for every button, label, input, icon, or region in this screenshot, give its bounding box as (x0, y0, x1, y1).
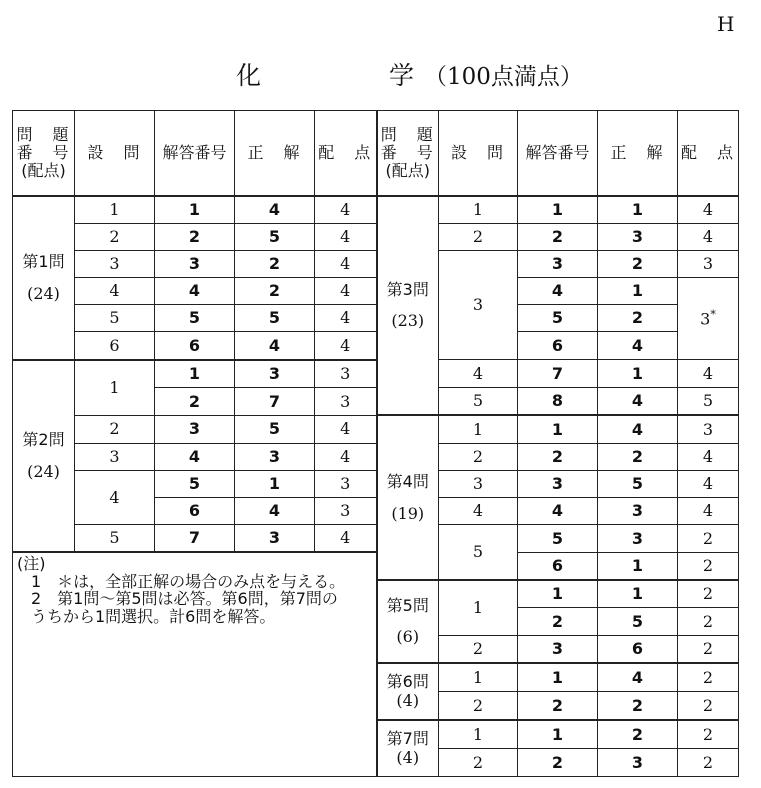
notes-box (13, 552, 377, 776)
question-cell: 1 (75, 196, 155, 224)
answer-no-cell: 1 (518, 663, 598, 692)
question-cell: 4 (439, 497, 518, 524)
points-cell: 4 (315, 524, 377, 552)
question-cell: 2 (439, 443, 518, 470)
question-cell: 1 (439, 415, 518, 443)
group-label-3: 第3問 (23) (377, 196, 439, 416)
question-cell: 2 (75, 415, 155, 443)
correct-answer-cell: 4 (598, 415, 678, 443)
question-cell: 4 (75, 470, 155, 524)
note-line-2: 2 第1問～第5問は必答。第6問，第7問の (31, 589, 338, 609)
notes-heading: (注) (17, 554, 46, 574)
header-answer-no-left: 解答番号 (155, 111, 235, 196)
table-row (13, 443, 739, 470)
correct-answer-cell: 2 (235, 250, 315, 277)
header-question-left: 設 問 (75, 111, 155, 196)
answer-no-cell: 7 (518, 360, 598, 388)
correct-answer-cell: 2 (598, 691, 678, 720)
correct-answer-cell: 1 (598, 278, 678, 305)
question-cell: 3 (75, 250, 155, 277)
answer-no-cell: 6 (518, 552, 598, 580)
points-cell: 4 (315, 196, 377, 224)
points-cell-all-correct: 3* (678, 278, 739, 360)
points-cell: 4 (678, 497, 739, 524)
correct-answer-cell: 2 (235, 278, 315, 305)
answer-no-cell: 8 (518, 387, 598, 415)
question-cell: 1 (439, 720, 518, 749)
correct-answer-cell: 1 (235, 470, 315, 497)
answer-no-cell: 2 (518, 443, 598, 470)
points-cell: 4 (678, 360, 739, 388)
table-row (13, 278, 739, 305)
correct-answer-cell: 3 (235, 443, 315, 470)
answer-no-cell: 3 (518, 250, 598, 277)
correct-answer-cell: 4 (598, 663, 678, 692)
correct-answer-cell: 5 (235, 415, 315, 443)
points-cell: 3 (315, 470, 377, 497)
correct-answer-cell: 4 (235, 497, 315, 524)
correct-answer-cell: 1 (598, 360, 678, 388)
all-correct-mark: * (710, 308, 716, 322)
question-cell: 1 (75, 360, 155, 416)
answer-no-cell: 3 (155, 250, 235, 277)
version-label: H (717, 12, 735, 36)
question-cell: 2 (75, 223, 155, 250)
correct-answer-cell: 3 (598, 497, 678, 524)
correct-answer-cell: 7 (235, 387, 315, 415)
correct-answer-cell: 2 (598, 443, 678, 470)
answer-no-cell: 6 (518, 332, 598, 360)
answer-no-cell: 5 (518, 305, 598, 332)
group-label-2: 第2問 (24) (13, 360, 75, 553)
header-group-left: 問 題 番 号 (配点) (13, 111, 75, 196)
table-row (13, 360, 739, 388)
points-cell: 4 (315, 443, 377, 470)
question-cell: 2 (439, 691, 518, 720)
header-answer-no-right: 解答番号 (518, 111, 598, 196)
answer-no-cell: 2 (518, 691, 598, 720)
question-cell: 2 (439, 635, 518, 663)
note-line-3: うちから1問選択。計6問を解答。 (31, 607, 276, 627)
answer-no-cell: 4 (155, 278, 235, 305)
points-cell: 3 (315, 387, 377, 415)
points-cell: 2 (678, 524, 739, 552)
answer-no-cell: 2 (155, 223, 235, 250)
answer-no-cell: 5 (518, 524, 598, 552)
answer-no-cell: 4 (518, 278, 598, 305)
correct-answer-cell: 3 (598, 223, 678, 250)
question-cell: 3 (439, 470, 518, 497)
correct-answer-cell: 1 (598, 196, 678, 224)
answer-no-cell: 4 (155, 443, 235, 470)
answer-no-cell: 3 (155, 415, 235, 443)
correct-answer-cell: 5 (598, 470, 678, 497)
correct-answer-cell: 4 (598, 332, 678, 360)
answer-no-cell: 1 (518, 415, 598, 443)
correct-answer-cell: 1 (598, 580, 678, 608)
question-cell: 5 (439, 387, 518, 415)
answer-no-cell: 2 (155, 387, 235, 415)
correct-answer-cell: 2 (598, 720, 678, 749)
answer-no-cell: 7 (155, 524, 235, 552)
points-cell: 4 (678, 443, 739, 470)
group-label-4: 第4問 (19) (377, 415, 439, 580)
table-row (13, 196, 739, 224)
correct-answer-cell: 2 (598, 250, 678, 277)
answer-no-cell: 1 (518, 720, 598, 749)
question-cell: 4 (75, 278, 155, 305)
correct-answer-cell: 2 (598, 305, 678, 332)
answer-no-cell: 5 (155, 305, 235, 332)
question-cell: 4 (439, 360, 518, 388)
points-cell: 4 (315, 415, 377, 443)
title-char-right: 学 (389, 61, 415, 90)
points-cell: 2 (678, 720, 739, 749)
correct-answer-cell: 4 (598, 387, 678, 415)
points-cell: 2 (678, 749, 739, 777)
answer-no-cell: 4 (518, 497, 598, 524)
points-cell: 4 (315, 278, 377, 305)
group-label-1: 第1問 (24) (13, 196, 75, 360)
points-cell: 2 (678, 691, 739, 720)
note-line-1: 1 ＊は，全部正解の場合のみ点を与える。 (31, 571, 346, 591)
question-cell: 5 (75, 524, 155, 552)
answer-no-cell: 1 (518, 196, 598, 224)
answer-no-cell: 2 (518, 749, 598, 777)
points-cell: 4 (315, 250, 377, 277)
page-title (236, 56, 583, 92)
answer-no-cell: 3 (518, 470, 598, 497)
question-cell: 5 (439, 524, 518, 580)
table-row (13, 305, 739, 332)
question-cell: 5 (75, 305, 155, 332)
question-cell: 1 (439, 663, 518, 692)
points-cell: 2 (678, 580, 739, 608)
correct-answer-cell: 1 (598, 552, 678, 580)
question-cell: 6 (75, 332, 155, 360)
points-cell: 2 (678, 635, 739, 663)
table-row (13, 332, 739, 360)
table-row (13, 524, 739, 552)
correct-answer-cell: 5 (598, 608, 678, 635)
answer-no-cell: 2 (518, 223, 598, 250)
table-row (13, 415, 739, 443)
header-correct-right: 正 解 (598, 111, 678, 196)
points-cell: 3 (678, 250, 739, 277)
title-char-left: 化 (236, 61, 262, 90)
header-correct-left: 正 解 (235, 111, 315, 196)
answer-no-cell: 1 (155, 360, 235, 388)
question-cell: 3 (75, 443, 155, 470)
correct-answer-cell: 3 (598, 524, 678, 552)
table-row (13, 470, 739, 497)
question-cell: 2 (439, 223, 518, 250)
points-cell: 2 (678, 663, 739, 692)
points-cell: 4 (315, 332, 377, 360)
points-cell: 3 (315, 497, 377, 524)
answer-no-cell: 3 (518, 635, 598, 663)
points-cell: 2 (678, 552, 739, 580)
points-cell: 4 (678, 196, 739, 224)
question-cell: 2 (439, 749, 518, 777)
answer-no-cell: 6 (155, 497, 235, 524)
question-cell: 1 (439, 580, 518, 635)
correct-answer-cell: 3 (598, 749, 678, 777)
header-row (13, 111, 739, 196)
header-points-right: 配 点 (678, 111, 739, 196)
correct-answer-cell: 6 (598, 635, 678, 663)
answer-table (12, 110, 739, 777)
answer-no-cell: 1 (155, 196, 235, 224)
table-row (13, 223, 739, 250)
table-row (13, 250, 739, 277)
points-cell: 4 (678, 470, 739, 497)
points-cell: 2 (678, 608, 739, 635)
question-cell: 1 (439, 196, 518, 224)
question-cell: 3 (439, 250, 518, 359)
points-cell: 3 (678, 415, 739, 443)
correct-answer-cell: 3 (235, 524, 315, 552)
header-question-right: 設 問 (439, 111, 518, 196)
group-label-7: 第7問 (4) (377, 720, 439, 777)
group-label-5: 第5問 (6) (377, 580, 439, 663)
answer-no-cell: 1 (518, 580, 598, 608)
points-cell: 3 (315, 360, 377, 388)
points-cell: 5 (678, 387, 739, 415)
group-label-6: 第6問 (4) (377, 663, 439, 720)
answer-no-cell: 5 (155, 470, 235, 497)
table-row (13, 552, 739, 580)
header-points-left: 配 点 (315, 111, 377, 196)
points-cell: 4 (315, 305, 377, 332)
answer-no-cell: 2 (518, 608, 598, 635)
correct-answer-cell: 5 (235, 305, 315, 332)
points-cell: 4 (315, 223, 377, 250)
correct-answer-cell: 5 (235, 223, 315, 250)
points-cell: 4 (678, 223, 739, 250)
correct-answer-cell: 4 (235, 332, 315, 360)
title-total-points: （100点満点） (424, 64, 583, 90)
correct-answer-cell: 3 (235, 360, 315, 388)
answer-no-cell: 6 (155, 332, 235, 360)
header-group-right: 問 題 番 号 (配点) (377, 111, 439, 196)
correct-answer-cell: 4 (235, 196, 315, 224)
